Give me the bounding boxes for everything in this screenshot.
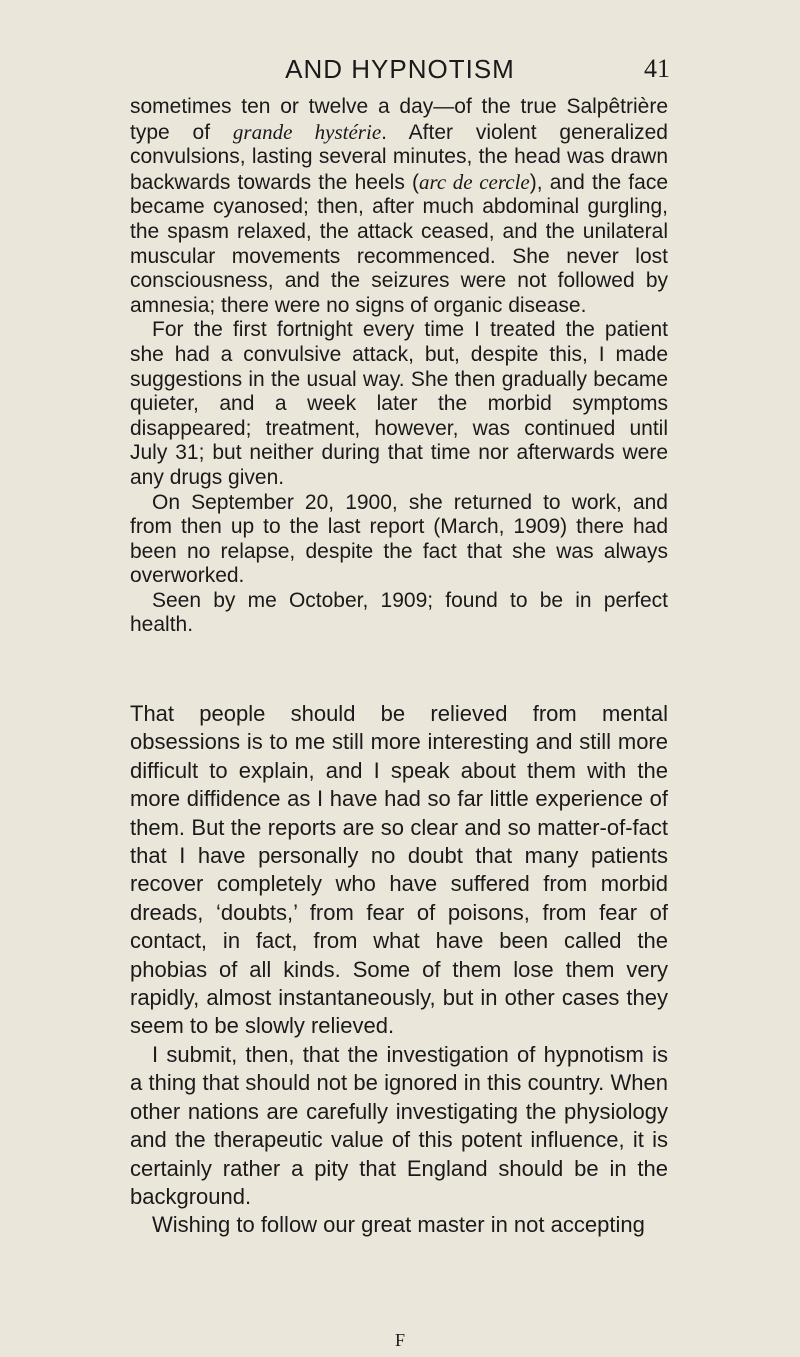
text-run: sometimes ten or twelve a day—of the true Salpêtrière type of bbox=[130, 95, 668, 144]
paragraph-obsessions: That people should be relieved from mental obsessions is to me still more interesting and still more difficult to explain, and I speak about them with the more diffidence as I have had so far little experience of them. But the reports are so clear and so matter-of-fact that I have personally no doubt that many patients recover completely who have suffered from morbid dreads, ‘doubts,’ from fear of poisons, from fear of contact, in fact, from what have been called the phobias of all kinds. Some of them lose them very rapidly, almost instantaneously, but in other cases they seem to be slowly relieved. bbox=[130, 701, 668, 1039]
paragraph-seizure-description bbox=[130, 95, 668, 318]
paragraph-follow-up: Seen by me October, 1909; found to be in perfect health. bbox=[130, 588, 668, 637]
signature-mark: F bbox=[394, 1330, 405, 1350]
italic-term-arc-de-cercle: arc de cercle bbox=[419, 169, 530, 194]
text-run: ), and the face became cyanosed; then, after much abdominal gurgling, the spasm relaxed, the attack ceased, and the unilateral muscular movements recommenced. She never lost consciousness, and the seizures were not followed by amnesia; there were no signs of organic disease. bbox=[130, 170, 669, 317]
paragraph-treatment: For the first fortnight every time I treated the patient she had a convulsive attack, but, despite this, I made suggestions in the usual way. She then gradually became quieter, and a week later the morbid symptoms disappeared; treatment, however, was continued until July 31; but neither during that time nor afterwards were any drugs given. bbox=[130, 318, 668, 489]
italic-term-grande-hysterie: grande hystérie bbox=[232, 119, 382, 144]
case-report-text bbox=[130, 95, 668, 638]
text-run: . After violent generalized convulsions, lasting several minutes, the head was drawn backwards towards the heels ( bbox=[130, 120, 668, 194]
page-header bbox=[0, 52, 800, 86]
discussion-text bbox=[130, 700, 668, 1240]
paragraph-investigation: I submit, then, that the investigation of hypnotism is a thing that should not be ignored in this country. When other nations are carefully investigating the physiology and the therapeutic value of this potent influence, it is certainly rather a pity that England should be in the background. bbox=[130, 1041, 668, 1209]
paragraph-return-to-work: On September 20, 1900, she returned to work, and from then up to the last report (March, 1909) there had been no relapse, despite the fact that she was always overworked. bbox=[130, 490, 668, 588]
paragraph-closing-line: Wishing to follow our great master in not accepting bbox=[152, 1212, 645, 1238]
running-title: AND HYPNOTISM bbox=[285, 54, 515, 84]
page-number: 41 bbox=[644, 54, 670, 83]
